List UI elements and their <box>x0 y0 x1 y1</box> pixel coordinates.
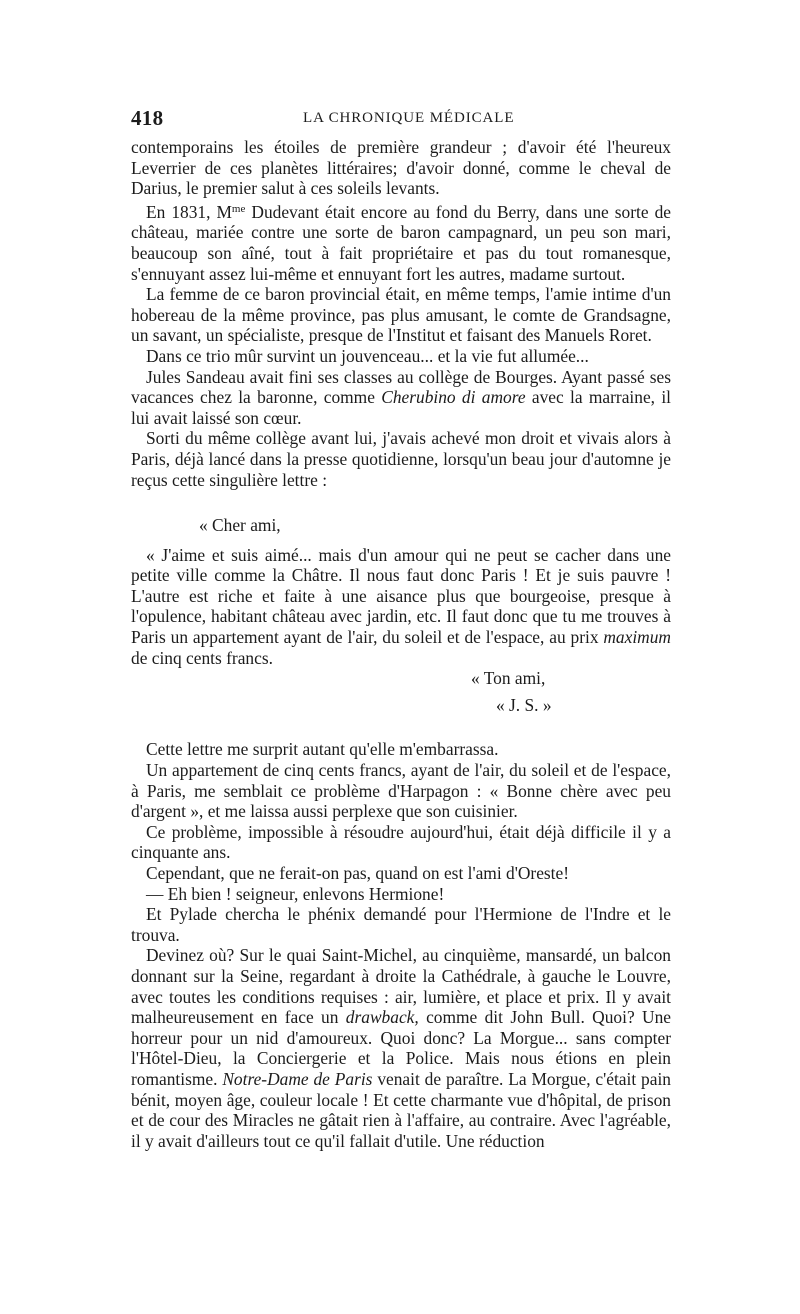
paragraph: Ce problème, impossible à résoudre aujourd'hui, était déjà difficile il y a cinquante ans. <box>131 821 671 863</box>
italic-phrase: maximum <box>603 627 671 648</box>
letter-closing: « Ton ami, <box>471 668 546 689</box>
paragraph: Sorti du même collège avant lui, j'avais achevé mon droit et vivais alors à Paris, déjà lancé dans la presse quotidienne, lorsqu'un beau jour d'automne je reçus cette singulière lettre : <box>131 428 671 490</box>
quoted-letter <box>131 515 671 715</box>
paragraph: — Eh bien ! seigneur, enlevons Hermione! <box>146 883 445 904</box>
paragraph: contemporains les étoiles de première grandeur ; d'avoir été l'heureux Leverrier de ces planètes littéraires; d'avoir donné, comme le cheval de Darius, le premier salut à ces soleils levants. <box>131 137 671 199</box>
letter-salutation: « Cher ami, <box>199 515 281 536</box>
paragraph: Et Pylade chercha le phénix demandé pour l'Hermione de l'Indre et le trouva. <box>131 904 671 945</box>
page-number: 418 <box>131 106 164 130</box>
paragraph: En 1831, $M^{me}$ Dudevant était encore au fond du Berry, dans une sorte de château, mariée contre une sorte de baron campagnard, un peu son mari, beaucoup son aîné, tout à fait propriétaire et pas du tout romanesque, s'ennuyant assez lui-même et ennuyant fort les autres, madame surtout. <box>131 201 671 284</box>
paragraph: Cette lettre me surprit autant qu'elle m'embarrassa. <box>146 739 499 760</box>
paragraph: Cependant, que ne ferait-on pas, quand on est l'ami d'Oreste! <box>146 863 570 883</box>
paragraph: Dans ce trio mûr survint un jouvenceau... et la vie fut allumée... <box>146 345 589 366</box>
paragraph: Un appartement de cinq cents francs, ayant de l'air, du soleil et de l'espace, à Paris, me semblait ce problème d'Harpagon : « Bonne chère avec peu d'argent », et me laissa aussi perplexe que son cuisinier. <box>131 760 671 822</box>
letter-signature: « J. S. » <box>496 694 552 715</box>
paragraph: Jules Sandeau avait fini ses classes au collège de Bourges. Ayant passé ses vacances chez la baronne, comme Cherubino di amore avec la marraine, il lui avait laissé son cœur. <box>131 366 671 428</box>
italic-phrase: Cherubino di amore <box>381 387 526 408</box>
page-header <box>131 106 671 136</box>
letter-body: « J'aime et suis aimé... mais d'un amour qui ne peut se cacher dans une petite ville comme la Châtre. Il nous faut donc Paris ! Et je suis pauvre ! L'autre est riche et faite à une aisance plus que bourgeoise, presque à l'opulence, habitant château avec jardin, etc. Il faut donc que tu me trouves à Paris un appartement ayant de l'air, du soleil et de l'espace, au prix maximum de cinq cents francs. <box>131 544 671 668</box>
paragraph: La femme de ce baron provincial était, en même temps, l'amie intime d'un hobereau de la même province, pas plus amusant, le comte de Grandsagne, un savant, un spécialiste, presque de l'Institut et faisant des Manuels Roret. <box>131 284 671 346</box>
running-title: LA CHRONIQUE MÉDICALE <box>303 110 515 126</box>
body-text <box>131 137 671 1151</box>
italic-phrase: drawback, <box>345 1007 419 1028</box>
paragraph: Devinez où? Sur le quai Saint-Michel, au cinquième, mansardé, un balcon donnant sur la Seine, regardant à droite la Cathédrale, à gauche le Louvre, avec toutes les conditions requises : air, lumière, et place et prix. Il y avait malheureusement en face un drawback, comme dit John Bull. Quoi? Une horreur pour un nid d'amoureux. Quoi donc? La Morgue... sans compter l'Hôtel-Dieu, la Conciergerie et la Police. Mais nous étions en plein romantisme. Notre-Dame de Paris venait de paraître. La Morgue, c'était pain bénit, moyen âge, couleur locale ! Et cette charmante vue d'hôpital, de prison et de cour des Miracles ne gâtait rien à l'affaire, au contraire. Avec l'agréable, il y avait d'ailleurs tout ce qu'il fallait d'utile. Une réduction <box>131 945 671 1151</box>
italic-phrase: Notre-Dame de Paris <box>222 1068 373 1089</box>
